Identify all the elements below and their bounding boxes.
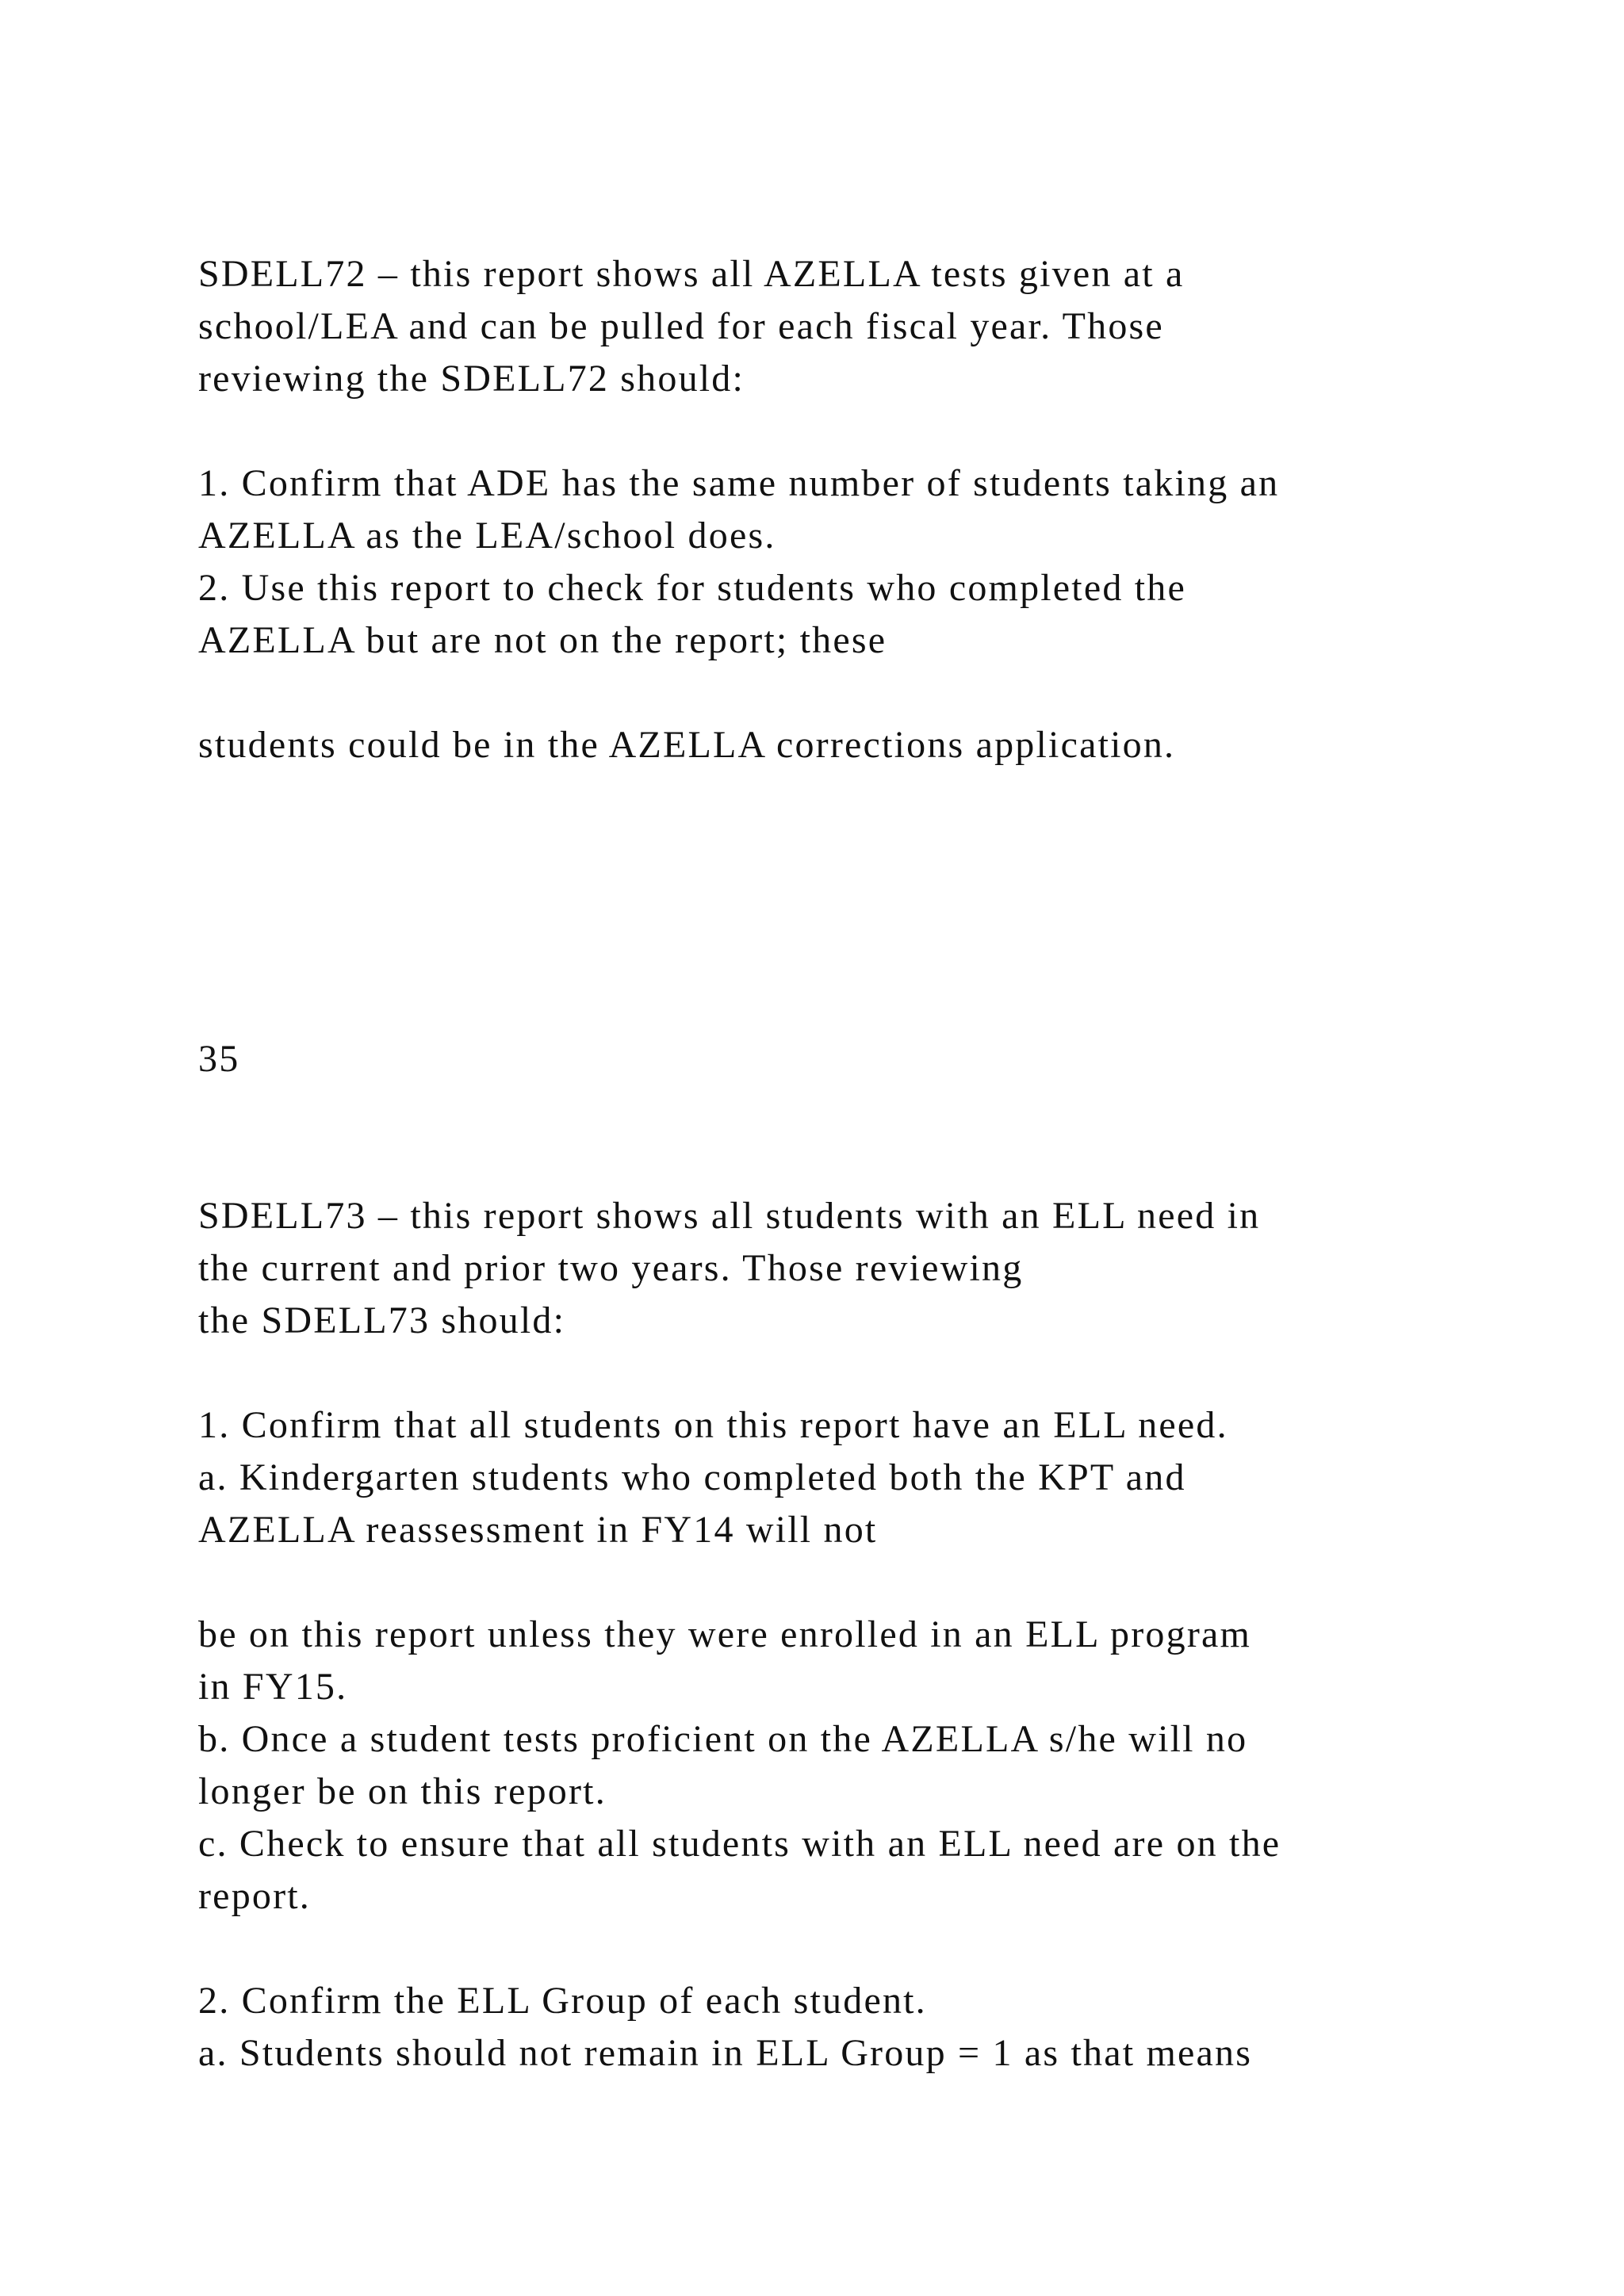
sdell73-item2-line-1: 2. Confirm the ELL Group of each student. [198, 1980, 927, 2022]
sdell73-item1-line-2: a. Kindergarten students who completed both the KPT and [198, 1456, 1186, 1498]
sdell73-item1-cont-line-4: longer be on this report. [198, 1770, 607, 1812]
sdell72-item-line-2: AZELLA as the LEA/school does. [198, 515, 776, 557]
sdell73-intro-line-3: the SDELL73 should: [198, 1299, 566, 1341]
sdell72-intro-line-2: school/LEA and can be pulled for each fiscal year. Those [198, 305, 1164, 347]
sdell72-continuation: students could be in the AZELLA corrections application. [198, 724, 1176, 766]
sdell73-intro-line-1: SDELL73 – this report shows all students with an ELL need in [198, 1195, 1261, 1237]
sdell72-intro-line-3: reviewing the SDELL72 should: [198, 358, 745, 400]
sdell73-item1-cont-line-1: be on this report unless they were enrolled in an ELL program [198, 1613, 1252, 1655]
sdell73-intro-line-2: the current and prior two years. Those reviewing [198, 1247, 1024, 1289]
sdell73-item1-cont-line-3: b. Once a student tests proficient on the AZELLA s/he will no [198, 1718, 1248, 1760]
sdell73-item1-line-3: AZELLA reassessment in FY14 will not [198, 1509, 878, 1551]
sdell72-item-line-4: AZELLA but are not on the report; these [198, 619, 887, 661]
page-number: 35 [198, 1038, 240, 1080]
sdell73-item1-cont-line-2: in FY15. [198, 1666, 348, 1708]
sdell72-intro-line-1: SDELL72 – this report shows all AZELLA tests given at a [198, 253, 1185, 295]
sdell73-item2-line-2: a. Students should not remain in ELL Group = 1 as that means [198, 2032, 1253, 2074]
sdell73-item1-line-1: 1. Confirm that all students on this report have an ELL need. [198, 1404, 1228, 1446]
sdell73-item1-cont-line-5: c. Check to ensure that all students with an ELL need are on the [198, 1823, 1281, 1865]
sdell73-item1-cont-line-6: report. [198, 1875, 312, 1917]
sdell72-item-line-3: 2. Use this report to check for students who completed the [198, 567, 1186, 609]
sdell72-item-line-1: 1. Confirm that ADE has the same number of students taking an [198, 462, 1280, 504]
